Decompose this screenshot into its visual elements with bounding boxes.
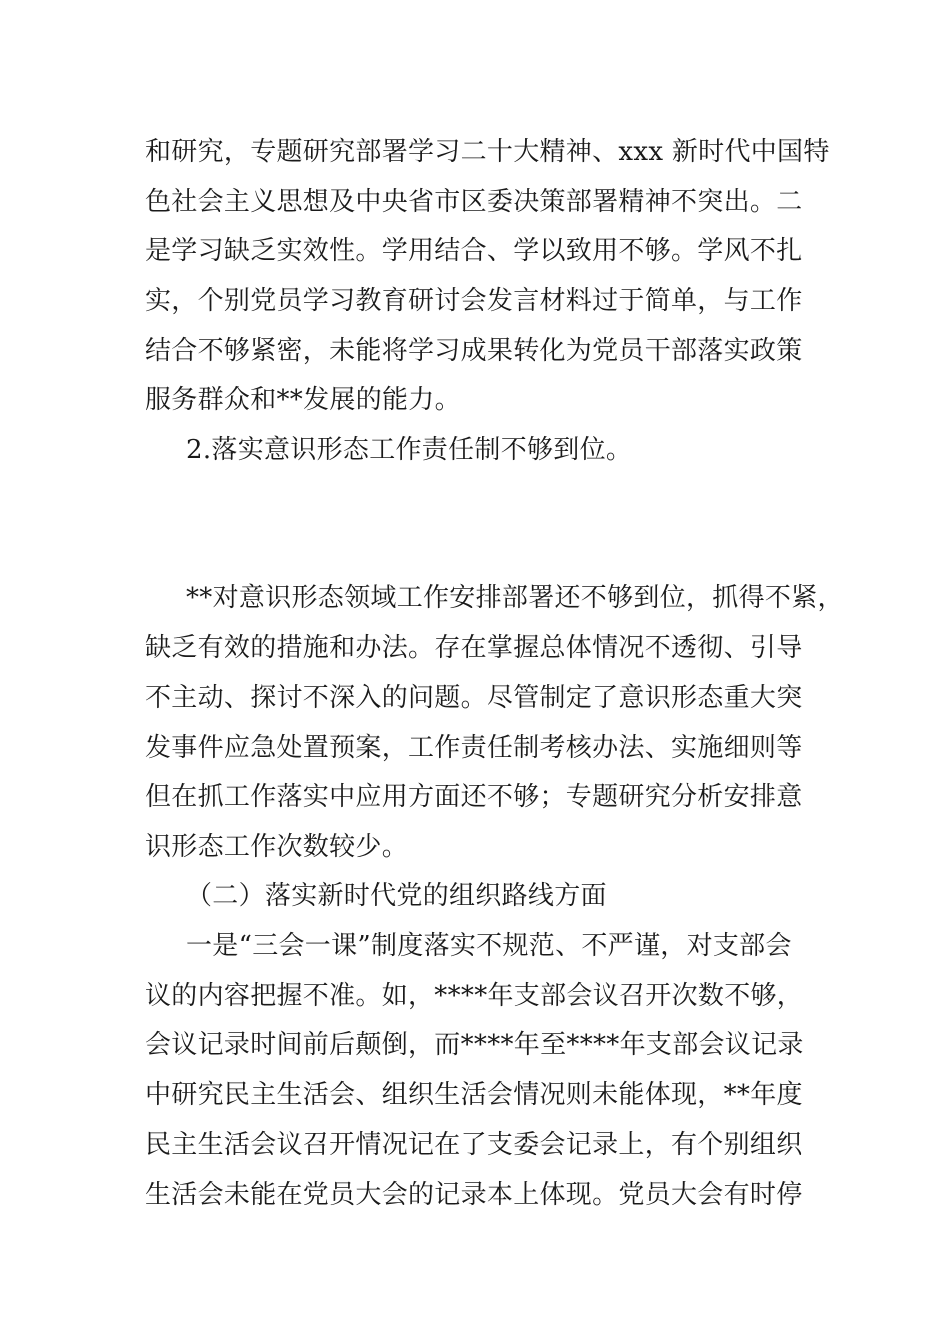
paragraph-2-line-5: 但在抓工作落实中应用方面还不够；专题研究分析安排意 xyxy=(145,782,803,812)
section-heading: （二）落实新时代党的组织路线方面 xyxy=(186,881,607,911)
paragraph-1-line-6: 服务群众和**发展的能力。 xyxy=(145,385,461,415)
paragraph-3-line-5: 民主生活会议召开情况记在了支委会记录上，有个别组织 xyxy=(145,1130,803,1160)
paragraph-3-line-1: 一是“三会一课”制度落实不规范、不严谨，对支部会 xyxy=(186,931,792,961)
paragraph-2-line-3: 不主动、探讨不深入的问题。尽管制定了意识形态重大突 xyxy=(145,683,803,713)
paragraph-1-line-2: 色社会主义思想及中央省市区委决策部署精神不突出。二 xyxy=(145,187,803,217)
paragraph-2-line-4: 发事件应急处置预案，工作责任制考核办法、实施细则等 xyxy=(145,733,803,763)
paragraph-2-line-1: **对意识形态领域工作安排部署还不够到位，抓得不紧， xyxy=(186,583,844,613)
paragraph-2-line-6: 识形态工作次数较少。 xyxy=(145,832,409,862)
paragraph-3-line-6: 生活会未能在党员大会的记录本上体现。党员大会有时停 xyxy=(145,1180,803,1210)
paragraph-3-line-3: 会议记录时间前后颠倒，而****年至****年支部会议记录 xyxy=(145,1030,804,1060)
paragraph-1-line-1: 和研究，专题研究部署学习二十大精神、xxx 新时代中国特 xyxy=(145,137,830,167)
paragraph-1-line-5: 结合不够紧密，未能将学习成果转化为党员干部落实政策 xyxy=(145,336,803,366)
paragraph-1-line-4: 实，个别党员学习教育研讨会发言材料过于简单，与工作 xyxy=(145,286,803,316)
paragraph-1-line-3: 是学习缺乏实效性。学用结合、学以致用不够。学风不扎 xyxy=(145,236,803,266)
paragraph-3-line-4: 中研究民主生活会、组织生活会情况则未能体现，**年度 xyxy=(145,1080,803,1110)
subheading-2: 2.落实意识形态工作责任制不够到位。 xyxy=(186,435,633,465)
paragraph-2-line-2: 缺乏有效的措施和办法。存在掌握总体情况不透彻、引导 xyxy=(145,633,803,663)
paragraph-3-line-2: 议的内容把握不准。如，****年支部会议召开次数不够， xyxy=(145,981,804,1011)
